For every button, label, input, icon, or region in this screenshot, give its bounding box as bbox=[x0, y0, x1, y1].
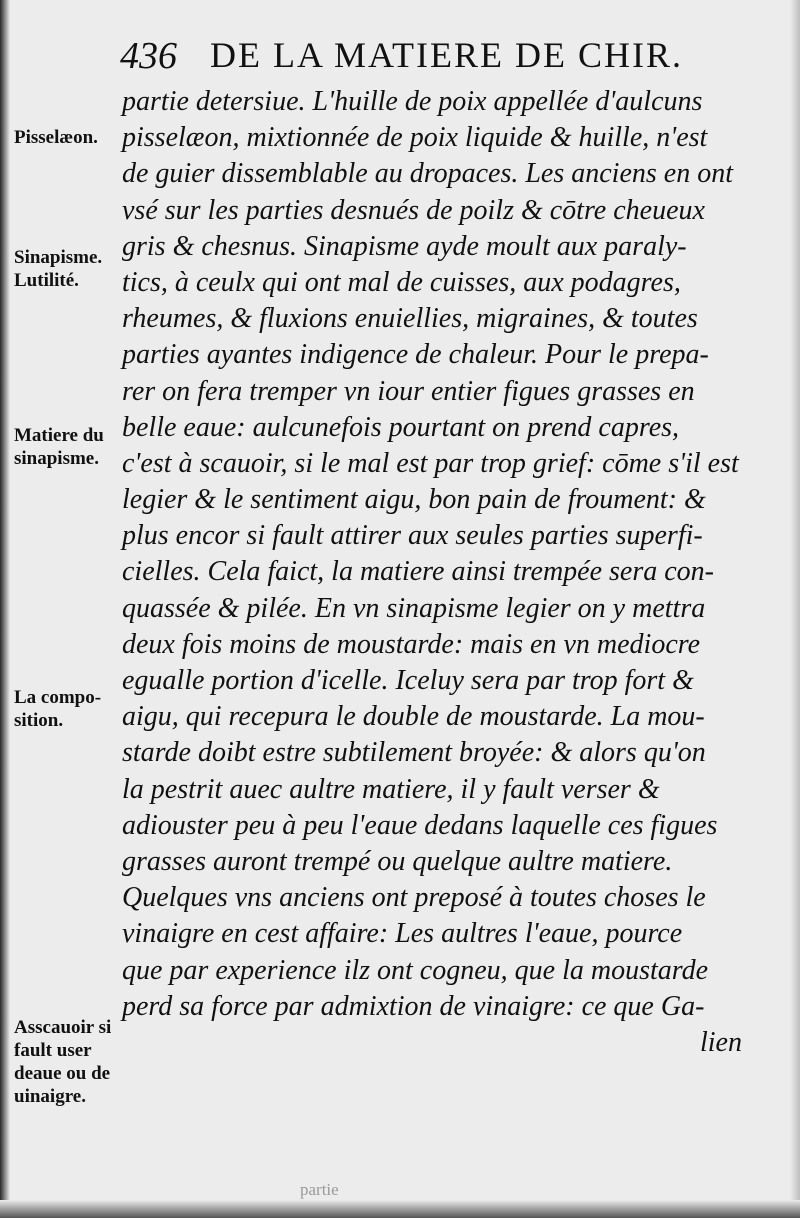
text-line: belle eaue: aulcunefois pourtant on prend capres, bbox=[122, 411, 680, 443]
margin-note-matiere bbox=[14, 424, 124, 470]
text-line: legier & le sentiment aigu, bon pain de froument: & bbox=[122, 484, 706, 516]
margin-note-line: Lutilité. bbox=[14, 270, 79, 291]
text-line: tics, à ceulx qui ont mal de cuisses, aux podagres, bbox=[122, 266, 681, 298]
text-line: rheumes, & fluxions enuiellies, migraines, & toutes bbox=[122, 303, 698, 335]
text-line: la pestrit auec aultre matiere, il y fault verser & bbox=[122, 773, 660, 805]
text-line: vinaigre en cest affaire: Les aultres l'eaue, pource bbox=[122, 918, 683, 950]
margin-note-sinapisme bbox=[14, 246, 124, 292]
text-line: Quelques vns anciens ont preposé à toutes choses le bbox=[122, 882, 706, 914]
text-line: adiouster peu à peu l'eaue dedans laquelle ces figues bbox=[122, 809, 718, 841]
bleed-through-text: partie bbox=[300, 1180, 339, 1199]
margin-note-vinaigre bbox=[14, 1016, 124, 1108]
margin-note-line: Asscauoir si bbox=[14, 1017, 112, 1038]
text-line: partie detersiue. L'huille de poix appellée d'aulcuns bbox=[122, 86, 703, 117]
page-header bbox=[120, 22, 740, 82]
margin-note-line: deaue ou de bbox=[14, 1063, 111, 1084]
text-line: egualle portion d'icelle. Iceluy sera par trop fort & bbox=[122, 665, 694, 696]
text-line: cielles. Cela faict, la matiere ainsi trempée sera con- bbox=[122, 556, 715, 588]
text-line: gris & chesnus. Sinapisme ayde moult aux paraly- bbox=[122, 230, 687, 262]
main-text-block bbox=[122, 84, 742, 1061]
margin-note-line: sinapisme. bbox=[14, 448, 99, 469]
text-line: parties ayantes indigence de chaleur. Pour le prepa- bbox=[122, 339, 709, 371]
text-line: perd sa force par admixtion de vinaigre: ce que Ga- bbox=[122, 990, 705, 1022]
page-number: 436 bbox=[120, 35, 177, 77]
margin-note-line: La compo- bbox=[14, 687, 102, 708]
margin-note-line: Sinapisme. bbox=[14, 247, 103, 268]
margin-note-line: Pisselæon. bbox=[14, 127, 98, 148]
gutter-shadow bbox=[0, 0, 10, 1218]
margin-note-line: sition. bbox=[14, 710, 64, 731]
page-edge bbox=[790, 0, 800, 1218]
text-line: starde doibt estre subtilement broyée: & alors qu'on bbox=[122, 737, 706, 769]
running-title: DE LA MATIERE DE CHIR. bbox=[210, 35, 683, 75]
margin-note-composition bbox=[14, 686, 124, 732]
catchword: lien bbox=[700, 1026, 742, 1058]
margin-note-line: fault user bbox=[14, 1040, 92, 1061]
text-line: que par experience ilz ont cogneu, que la moustarde bbox=[122, 954, 709, 986]
text-line: deux fois moins de moustarde: mais en vn mediocre bbox=[122, 628, 701, 660]
text-line: c'est à scauoir, si le mal est par trop grief: cōme s'il est bbox=[122, 447, 739, 479]
margin-note-line: Matiere du bbox=[14, 425, 104, 446]
margin-note-pisselaeon bbox=[14, 126, 124, 149]
text-line: quassée & pilée. En vn sinapisme legier on y mettra bbox=[122, 592, 706, 624]
text-line: plus encor si fault attirer aux seules parties superfi- bbox=[122, 520, 703, 552]
margin-note-line: uinaigre. bbox=[14, 1086, 86, 1107]
text-line: vsé sur les parties desnués de poilz & cōtre cheueux bbox=[122, 194, 705, 226]
text-line: grasses auront trempé ou quelque aultre matiere. bbox=[122, 845, 673, 877]
text-line: aigu, qui recepura le double de moustarde. La mou- bbox=[122, 701, 705, 733]
text-line: de guier dissemblable au dropaces. Les anciens en ont bbox=[122, 158, 733, 190]
text-line: pisselæon, mixtionnée de poix liquide & huille, n'est bbox=[122, 122, 708, 154]
text-line: rer on fera tremper vn iour entier figues grasses en bbox=[122, 375, 695, 407]
page-bottom-edge bbox=[0, 1200, 800, 1218]
